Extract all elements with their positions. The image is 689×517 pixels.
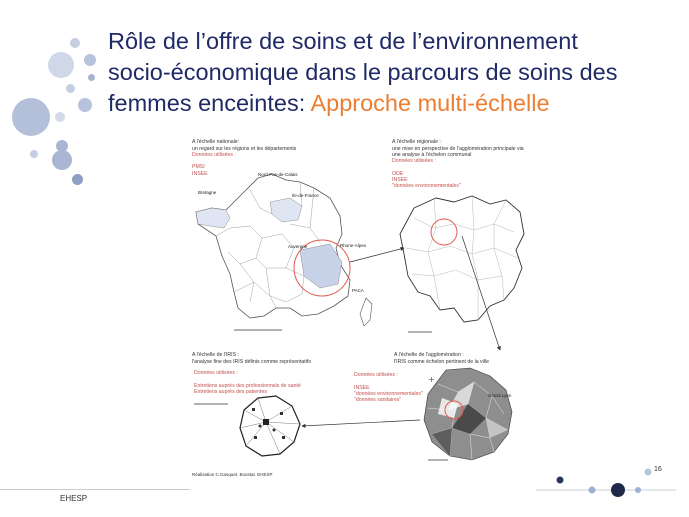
title-line-3 — [108, 88, 668, 119]
label-paca: PACA — [352, 288, 364, 293]
regional-heading: A l'échelle régionale : une mise en perspective de l'agglomération principale via une analyse à l'échelon communal — [392, 139, 524, 158]
footer-bubbles — [536, 468, 686, 508]
iris-scale-bar — [194, 402, 234, 406]
iris-data-items: Entretiens auprès des professionnels de santé Entretiens auprès des patientes — [194, 382, 301, 396]
iris-caption — [192, 346, 352, 365]
label-idf: Ile-de-France — [292, 193, 319, 198]
label-rhone: Rhone-Alpes — [340, 243, 367, 248]
agglo-heading: A l'échelle de l'agglomération : l'IRIS comme échelon pertinent de la ville — [394, 352, 489, 365]
credit-text: Réalisation C.Gasquet. Boostat. EHESP — [192, 472, 273, 477]
agglo-data-items: INSEE "données environnementales" "données sanitaires" — [354, 384, 423, 404]
regional-data-items: ODE INSEE "données environnementales" — [392, 170, 461, 190]
agglo-map — [418, 364, 518, 464]
regional-caption — [392, 133, 552, 196]
national-data-items: PMSI INSEE — [192, 164, 208, 177]
footer-divider — [0, 489, 190, 490]
footer-label: EHESP — [60, 494, 88, 503]
agglo-caption — [394, 346, 544, 365]
title-line-3-prefix: femmes enceintes: — [108, 90, 311, 116]
title-line-2: socio-économique dans le parcours de soins des — [108, 59, 618, 85]
slide-title — [108, 26, 668, 119]
label-bretagne: Bretagne — [198, 190, 217, 195]
agglo-data-title: Données utilisées : — [354, 372, 398, 379]
title-line-1: Rôle de l’offre de soins et de l’environnement — [108, 28, 578, 54]
iris-heading: A l'échelle de l'IRIS : l'analyse fine des IRIS définis comme représentatifs — [192, 352, 311, 365]
national-heading: A l'échelle nationale: un regard sur les régions et les départements — [192, 139, 297, 152]
regional-data-title: Données utilisées : — [392, 158, 436, 165]
regional-map — [394, 188, 534, 338]
label-nord: Nord-Pas-de-Calais — [258, 172, 298, 177]
title-accent: Approche multi-échelle — [310, 90, 550, 116]
label-auvergne: Auvergne — [288, 244, 308, 249]
france-map — [190, 168, 380, 338]
national-data-title: Données utilisées : — [192, 151, 236, 158]
label-grand-lyon: Grand Lyon — [488, 393, 512, 398]
iris-map — [236, 392, 306, 462]
iris-data-title: Données utilisées : — [194, 370, 238, 377]
svg-text:+: + — [428, 375, 435, 384]
page-number: 16 — [654, 466, 662, 473]
